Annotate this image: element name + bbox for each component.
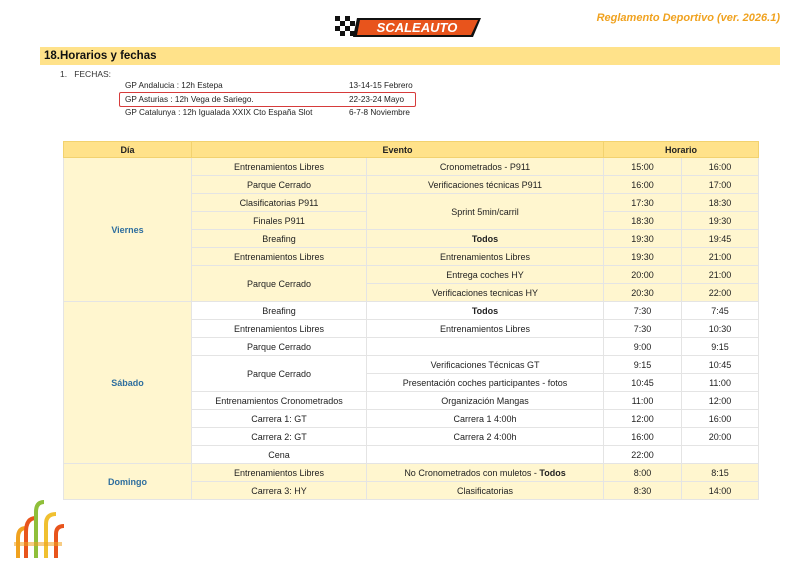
end-time: 21:00 bbox=[682, 248, 759, 266]
detail-cell: Todos bbox=[367, 302, 604, 320]
header-dia: Día bbox=[64, 142, 192, 158]
event-cell: Entrenamientos Cronometrados bbox=[192, 392, 367, 410]
end-time: 10:30 bbox=[682, 320, 759, 338]
start-time: 19:30 bbox=[604, 248, 682, 266]
fecha-date: 6-7-8 Noviembre bbox=[349, 108, 410, 117]
table-header-row bbox=[64, 142, 759, 158]
table-row bbox=[64, 464, 759, 482]
end-time: 19:30 bbox=[682, 212, 759, 230]
end-time: 20:00 bbox=[682, 428, 759, 446]
start-time: 9:15 bbox=[604, 356, 682, 374]
start-time: 20:00 bbox=[604, 266, 682, 284]
end-time: 18:30 bbox=[682, 194, 759, 212]
start-time: 18:30 bbox=[604, 212, 682, 230]
day-domingo: Domingo bbox=[64, 464, 192, 500]
detail-cell: Cronometrados - P911 bbox=[367, 158, 604, 176]
event-cell: Entrenamientos Libres bbox=[192, 320, 367, 338]
table-row bbox=[64, 158, 759, 176]
fechas-list-heading bbox=[60, 69, 111, 79]
start-time: 11:00 bbox=[604, 392, 682, 410]
detail-cell: Entrega coches HY bbox=[367, 266, 604, 284]
end-time: 17:00 bbox=[682, 176, 759, 194]
end-time: 8:15 bbox=[682, 464, 759, 482]
list-number: 1. bbox=[60, 69, 68, 79]
end-time: 7:45 bbox=[682, 302, 759, 320]
detail-cell: Sprint 5min/carril bbox=[367, 194, 604, 230]
event-cell: Finales P911 bbox=[192, 212, 367, 230]
start-time: 7:30 bbox=[604, 302, 682, 320]
end-time: 14:00 bbox=[682, 482, 759, 500]
fecha-gp: GP Catalunya : 12h Igualada XXIX Cto España Slot bbox=[125, 108, 313, 117]
detail-cell: Verificaciones Técnicas GT bbox=[367, 356, 604, 374]
detail-cell: Entrenamientos Libres bbox=[367, 320, 604, 338]
day-viernes: Viernes bbox=[64, 158, 192, 302]
detail-cell: Organización Mangas bbox=[367, 392, 604, 410]
event-cell: Entrenamientos Libres bbox=[192, 248, 367, 266]
detail-cell: Todos bbox=[367, 230, 604, 248]
event-cell: Parque Cerrado bbox=[192, 176, 367, 194]
detail-cell: Clasificatorias bbox=[367, 482, 604, 500]
header-evento: Evento bbox=[192, 142, 604, 158]
detail-cell: Verificaciones tecnicas HY bbox=[367, 284, 604, 302]
start-time: 8:30 bbox=[604, 482, 682, 500]
table-row bbox=[64, 302, 759, 320]
start-time: 20:30 bbox=[604, 284, 682, 302]
fecha-date: 22-23-24 Mayo bbox=[349, 95, 405, 104]
detail-cell: Carrera 2 4:00h bbox=[367, 428, 604, 446]
event-cell: Parque Cerrado bbox=[192, 356, 367, 392]
fecha-row bbox=[125, 108, 410, 119]
detail-cell: Carrera 1 4:00h bbox=[367, 410, 604, 428]
fecha-gp: GP Andalucia : 12h Estepa bbox=[125, 81, 223, 90]
start-time: 10:45 bbox=[604, 374, 682, 392]
event-cell: Parque Cerrado bbox=[192, 338, 367, 356]
end-time bbox=[682, 446, 759, 464]
detail-cell: Presentación coches participantes - fotos bbox=[367, 374, 604, 392]
start-time: 16:00 bbox=[604, 428, 682, 446]
list-label: FECHAS: bbox=[74, 69, 112, 79]
start-time: 9:00 bbox=[604, 338, 682, 356]
start-time: 22:00 bbox=[604, 446, 682, 464]
event-cell: Carrera 2: GT bbox=[192, 428, 367, 446]
end-time: 11:00 bbox=[682, 374, 759, 392]
end-time: 16:00 bbox=[682, 158, 759, 176]
event-cell: Entrenamientos Libres bbox=[192, 158, 367, 176]
detail-text: No Cronometrados con muletos - bbox=[404, 467, 540, 478]
event-cell: Clasificatorias P911 bbox=[192, 194, 367, 212]
detail-bold-text: Todos bbox=[539, 467, 566, 478]
fecha-row bbox=[125, 81, 413, 92]
event-cell: Breafing bbox=[192, 230, 367, 248]
start-time: 12:00 bbox=[604, 410, 682, 428]
brand-text: SCALEAUTO bbox=[376, 20, 458, 35]
schedule-table bbox=[63, 141, 759, 500]
end-time: 9:15 bbox=[682, 338, 759, 356]
event-cell: Cena bbox=[192, 446, 367, 464]
end-time: 22:00 bbox=[682, 284, 759, 302]
event-cell: Parque Cerrado bbox=[192, 266, 367, 302]
detail-cell: Verificaciones técnicas P911 bbox=[367, 176, 604, 194]
end-time: 16:00 bbox=[682, 410, 759, 428]
start-time: 15:00 bbox=[604, 158, 682, 176]
fecha-date: 13-14-15 Febrero bbox=[349, 81, 413, 90]
end-time: 10:45 bbox=[682, 356, 759, 374]
day-sabado: Sábado bbox=[64, 302, 192, 464]
event-cell: Carrera 1: GT bbox=[192, 410, 367, 428]
event-cell: Breafing bbox=[192, 302, 367, 320]
start-time: 16:00 bbox=[604, 176, 682, 194]
document-title: Reglamento Deportivo (ver. 2026.1) bbox=[596, 12, 780, 24]
event-cell: Carrera 3: HY bbox=[192, 482, 367, 500]
fecha-row-highlighted bbox=[125, 95, 405, 106]
detail-cell: Entrenamientos Libres bbox=[367, 248, 604, 266]
start-time: 17:30 bbox=[604, 194, 682, 212]
section-title: 18.Horarios y fechas bbox=[44, 50, 157, 62]
scaleauto-logo bbox=[333, 13, 483, 41]
fecha-gp: GP Asturias : 12h Vega de Sariego. bbox=[125, 95, 254, 104]
start-time: 19:30 bbox=[604, 230, 682, 248]
event-cell: Entrenamientos Libres bbox=[192, 464, 367, 482]
detail-cell bbox=[367, 338, 604, 356]
detail-cell bbox=[367, 464, 604, 482]
detail-cell bbox=[367, 446, 604, 464]
start-time: 8:00 bbox=[604, 464, 682, 482]
end-time: 19:45 bbox=[682, 230, 759, 248]
footer-decorative-logo-icon bbox=[10, 498, 66, 560]
start-time: 7:30 bbox=[604, 320, 682, 338]
header-horario: Horario bbox=[604, 142, 759, 158]
end-time: 21:00 bbox=[682, 266, 759, 284]
end-time: 12:00 bbox=[682, 392, 759, 410]
